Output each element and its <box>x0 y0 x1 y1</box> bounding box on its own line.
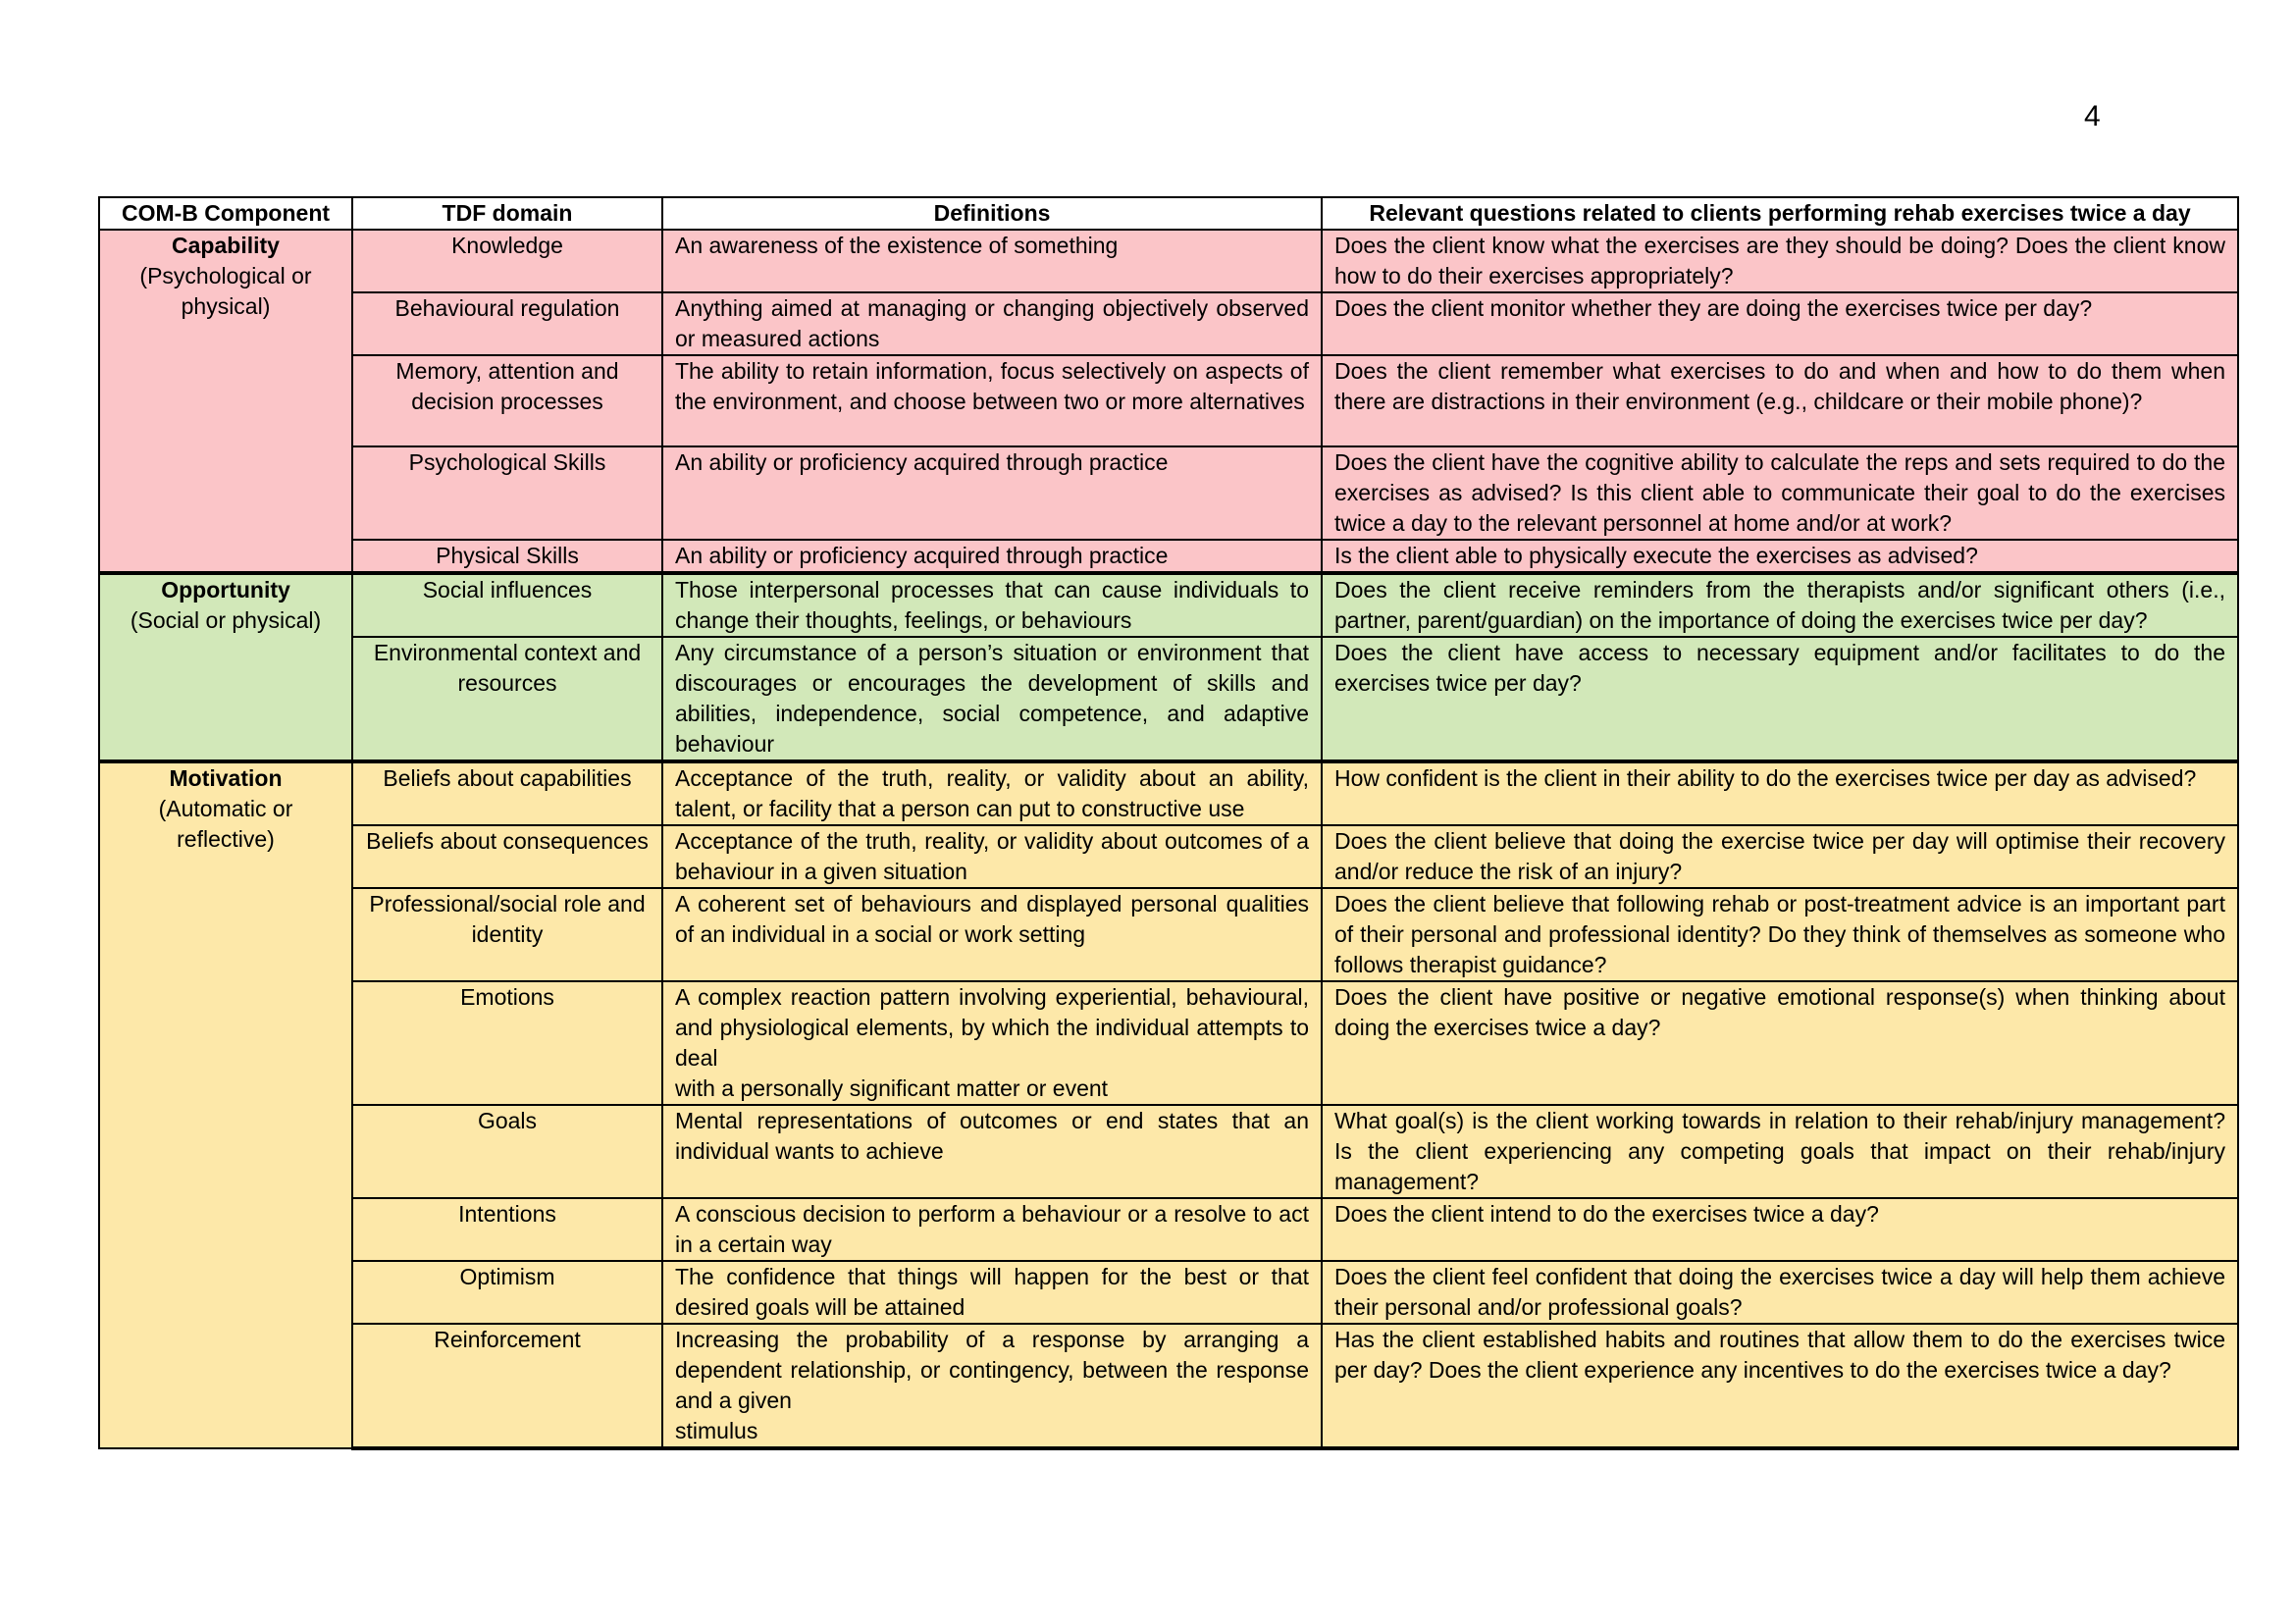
table-row <box>99 981 2238 1105</box>
component-motivation <box>99 761 352 1448</box>
definition-text-continued: with a personally significant matter or event <box>675 1075 1109 1101</box>
question-cell: Has the client established habits and routines that allow them to do the exercises twice per day? Does the client experience any incentives to do the exercises twice a day? <box>1322 1324 2238 1448</box>
question-cell: How confident is the client in their ability to do the exercises twice per day as advised? <box>1322 761 2238 825</box>
component-name: Motivation <box>169 765 283 791</box>
question-cell: Does the client receive reminders from the therapists and/or significant others (i.e., partner, parent/guardian) on the importance of doing the exercises twice per day? <box>1322 573 2238 637</box>
definition-cell: The confidence that things will happen for the best or that desired goals will be attained <box>662 1261 1322 1324</box>
definition-cell: Acceptance of the truth, reality, or validity about outcomes of a behaviour in a given situation <box>662 825 1322 888</box>
definition-cell <box>662 1324 1322 1448</box>
domain-cell: Memory, attention and decision processes <box>352 355 662 446</box>
question-cell: Does the client have access to necessary equipment and/or facilitates to do the exercises twice per day? <box>1322 637 2238 761</box>
table-row <box>99 888 2238 981</box>
definition-text: A complex reaction pattern involving experiential, behavioural, and physiological elements, by which the individual attempts to deal <box>675 984 1309 1071</box>
question-cell: Does the client know what the exercises are they should be doing? Does the client know how to do their exercises appropriately? <box>1322 230 2238 292</box>
domain-cell: Knowledge <box>352 230 662 292</box>
definition-cell: The ability to retain information, focus selectively on aspects of the environment, and choose between two or more alternatives <box>662 355 1322 446</box>
definition-cell: A conscious decision to perform a behaviour or a resolve to act in a certain way <box>662 1198 1322 1261</box>
header-com-b-component: COM-B Component <box>99 197 352 230</box>
table-row <box>99 540 2238 573</box>
table-row <box>99 637 2238 761</box>
domain-cell: Social influences <box>352 573 662 637</box>
table-row <box>99 1105 2238 1198</box>
domain-cell: Reinforcement <box>352 1324 662 1448</box>
table-row <box>99 1324 2238 1448</box>
domain-cell: Behavioural regulation <box>352 292 662 355</box>
question-cell: Does the client believe that following rehab or post-treatment advice is an important part of their personal and professional identity? Do they think of themselves as someone who follows therapist guidance? <box>1322 888 2238 981</box>
table-row <box>99 825 2238 888</box>
table-row <box>99 230 2238 292</box>
question-cell: Does the client remember what exercises to do and when and how to do them when there are distractions in their environment (e.g., childcare or their mobile phone)? <box>1322 355 2238 446</box>
definition-cell: An awareness of the existence of something <box>662 230 1322 292</box>
component-name: Capability <box>172 233 280 258</box>
table-row <box>99 355 2238 446</box>
table-header-row <box>99 197 2238 230</box>
domain-cell: Goals <box>352 1105 662 1198</box>
component-opportunity <box>99 573 352 761</box>
table-row <box>99 292 2238 355</box>
question-cell: Does the client monitor whether they are doing the exercises twice per day? <box>1322 292 2238 355</box>
domain-cell: Emotions <box>352 981 662 1105</box>
question-cell: Does the client have positive or negative emotional response(s) when thinking about doing the exercises twice a day? <box>1322 981 2238 1105</box>
domain-cell: Beliefs about capabilities <box>352 761 662 825</box>
definition-cell: Those interpersonal processes that can cause individuals to change their thoughts, feelings, or behaviours <box>662 573 1322 637</box>
definition-text: Increasing the probability of a response by arranging a dependent relationship, or contingency, between the response and a given <box>675 1327 1309 1413</box>
question-cell: Does the client have the cognitive ability to calculate the reps and sets required to do the exercises as advised? Is this client able to communicate their goal to do the exercises twice a day to the relevant personnel at home and/or at work? <box>1322 446 2238 540</box>
domain-cell: Optimism <box>352 1261 662 1324</box>
definition-cell: An ability or proficiency acquired through practice <box>662 540 1322 573</box>
definition-text-continued: stimulus <box>675 1418 758 1443</box>
component-subtitle: (Social or physical) <box>130 607 322 633</box>
definition-cell: A coherent set of behaviours and displayed personal qualities of an individual in a social or work setting <box>662 888 1322 981</box>
header-tdf-domain: TDF domain <box>352 197 662 230</box>
question-cell: Is the client able to physically execute the exercises as advised? <box>1322 540 2238 573</box>
question-cell: Does the client believe that doing the exercise twice per day will optimise their recovery and/or reduce the risk of an injury? <box>1322 825 2238 888</box>
component-subtitle: (Psychological or physical) <box>139 263 312 319</box>
question-cell: Does the client feel confident that doing the exercises twice a day will help them achieve their personal and/or professional goals? <box>1322 1261 2238 1324</box>
header-definitions: Definitions <box>662 197 1322 230</box>
header-relevant-questions: Relevant questions related to clients performing rehab exercises twice a day <box>1322 197 2238 230</box>
domain-cell: Beliefs about consequences <box>352 825 662 888</box>
question-cell: What goal(s) is the client working towards in relation to their rehab/injury management? Is the client experiencing any competing goals that impact on their rehab/injury management? <box>1322 1105 2238 1198</box>
domain-cell: Psychological Skills <box>352 446 662 540</box>
table-row <box>99 1198 2238 1261</box>
component-capability <box>99 230 352 573</box>
table-row <box>99 446 2238 540</box>
definition-cell: Any circumstance of a person’s situation or environment that discourages or encourages the development of skills and abilities, independence, social competence, and adaptive behaviour <box>662 637 1322 761</box>
question-cell: Does the client intend to do the exercises twice a day? <box>1322 1198 2238 1261</box>
tdf-table <box>98 196 2239 1450</box>
definition-cell: Anything aimed at managing or changing objectively observed or measured actions <box>662 292 1322 355</box>
component-subtitle: (Automatic or reflective) <box>158 796 293 852</box>
domain-cell: Environmental context and resources <box>352 637 662 761</box>
definition-cell: Acceptance of the truth, reality, or validity about an ability, talent, or facility that a person can put to constructive use <box>662 761 1322 825</box>
domain-cell: Intentions <box>352 1198 662 1261</box>
table-row <box>99 573 2238 637</box>
definition-cell: An ability or proficiency acquired through practice <box>662 446 1322 540</box>
domain-cell: Physical Skills <box>352 540 662 573</box>
domain-cell: Professional/social role and identity <box>352 888 662 981</box>
page-number: 4 <box>2084 100 2101 132</box>
component-name: Opportunity <box>161 577 290 602</box>
table-row <box>99 1261 2238 1324</box>
definition-cell: Mental representations of outcomes or end states that an individual wants to achieve <box>662 1105 1322 1198</box>
definition-cell <box>662 981 1322 1105</box>
table-row <box>99 761 2238 825</box>
